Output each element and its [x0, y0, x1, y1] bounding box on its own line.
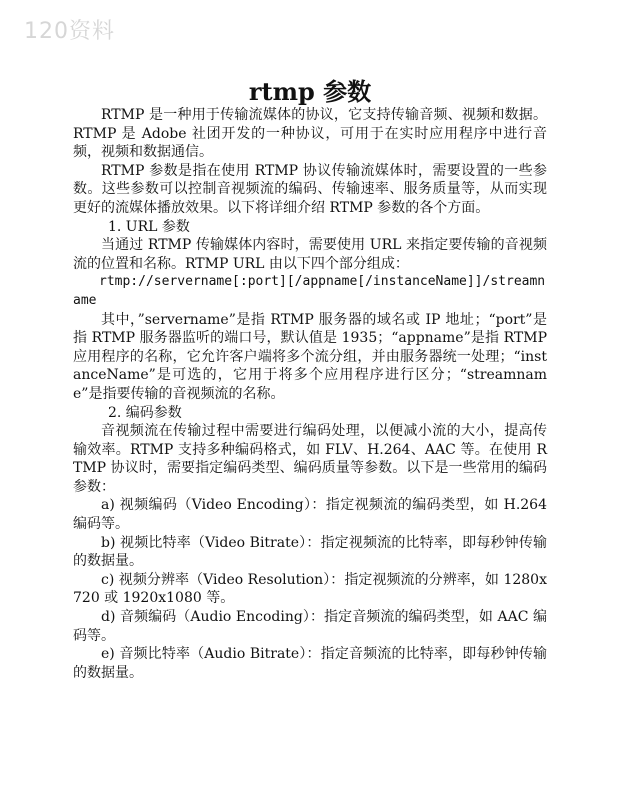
paragraph-encoding-intro: 音视频流在传输过程中需要进行编码处理，以便减小流的大小，提高传输效率。RTMP 支持多种编码格式，如 FLV、H.264、AAC 等。在使用 RTMP 协议时，需要指定编码类型、编码质量等参数。以下是一些常用的编码参数： — [73, 423, 547, 495]
paragraph-url-explanation: 其中，”servername”是指 RTMP 服务器的域名或 IP 地址；“port”是指 RTMP 服务器监听的端口号，默认值是 1935；“appname”是指 RTMP 应用程序的名称，它允许客户端将多个流分组，并由服务器统一处理；“instanceName”是可选的，它用于将多个应用程序进行区分；“streamname”是指要传输的音视频流的名称。 — [73, 311, 547, 402]
paragraph-url-intro: 当通过 RTMP 传输媒体内容时，需要使用 URL 来指定要传输的音视频流的位置和名称。RTMP URL 由以下四个部分组成： — [73, 237, 547, 272]
list-item-audio-bitrate: e) 音频比特率（Audio Bitrate）：指定音频流的比特率，即每秒钟传输的数据量。 — [73, 646, 547, 681]
list-item-video-encoding: a) 视频编码（Video Encoding）：指定视频流的编码类型，如 H.264 编码等。 — [73, 497, 547, 533]
list-item-video-bitrate: b) 视频比特率（Video Bitrate）：指定视频流的比特率，即每秒钟传输的数据量。 — [73, 534, 547, 570]
section-heading-encoding: 2. 编码参数 — [108, 404, 182, 421]
url-format-line: rtmp://servername[:port][/appname[/instanceName]]/streamname — [73, 274, 546, 308]
list-item-video-resolution: c) 视频分辨率（Video Resolution）：指定视频流的分辨率，如 1280x720 或 1920x1080 等。 — [73, 571, 547, 607]
watermark-logo: 120资料 — [24, 19, 115, 44]
document-page — [73, 78, 547, 682]
section-heading-url: 1. URL 参数 — [108, 218, 190, 235]
list-item-audio-encoding: d) 音频编码（Audio Encoding）：指定音频流的编码类型，如 AAC 编码等。 — [73, 609, 547, 644]
paragraph-intro: RTMP 是一种用于传输流媒体的协议，它支持传输音频、视频和数据。RTMP 是 Adobe 社团开发的一种协议，可用于在实时应用程序中进行音频，视频和数据通信。 — [73, 107, 547, 161]
document-title: rtmp 参数 — [248, 77, 372, 106]
paragraph-params-overview: RTMP 参数是指在使用 RTMP 协议传输流媒体时，需要设置的一些参数。这些参数可以控制音视频流的编码、传输速率、服务质量等，从而实现更好的流媒体播放效果。以下将详细介绍 RTMP 参数的各个方面。 — [73, 162, 547, 216]
